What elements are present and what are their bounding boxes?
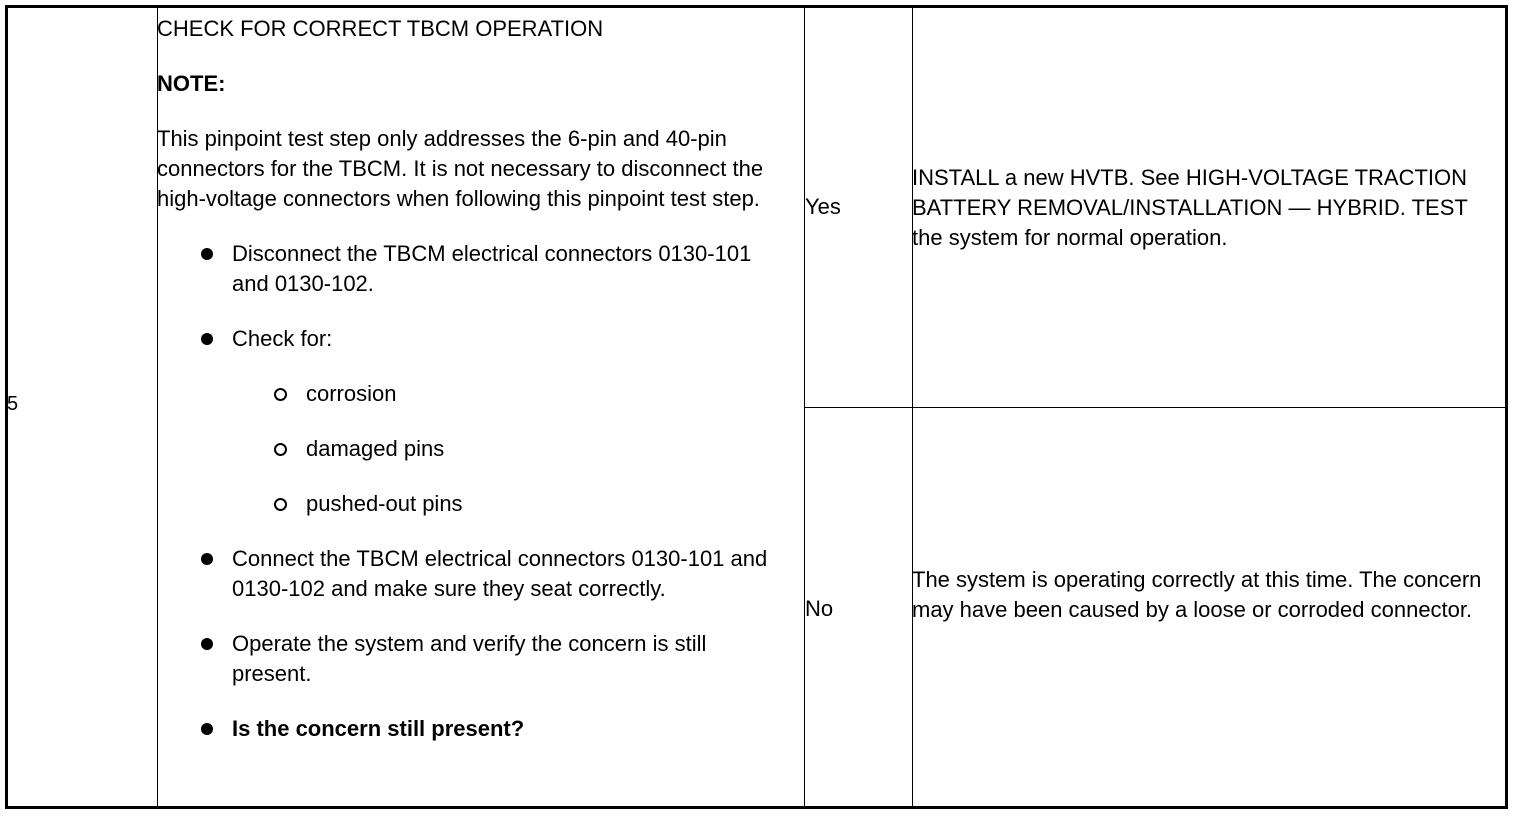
note-text: This pinpoint test step only addresses the 6-pin and 40-pin connectors for the TBCM. It is not necessary to disconnect the high-voltage connectors when following this pinpoint test step. — [157, 126, 764, 211]
hollow-bullet-icon — [274, 443, 287, 456]
note-label: NOTE: — [157, 71, 226, 96]
bullet-dot-icon — [201, 723, 213, 735]
check-item — [157, 379, 777, 409]
bullet-dot-icon — [201, 638, 213, 650]
check-item-text: corrosion — [306, 381, 397, 406]
hollow-bullet-icon — [274, 498, 287, 511]
bullet-text: Disconnect the TBCM electrical connectors 0130-101 and 0130-102. — [232, 241, 752, 296]
bullet-dot-icon — [201, 333, 213, 345]
yes-label: Yes — [805, 194, 841, 219]
bullet-text: Check for: — [232, 326, 333, 351]
row-divider-yes-no — [804, 407, 1505, 408]
bullet-item — [157, 629, 777, 689]
check-item — [157, 489, 777, 519]
hollow-bullet-icon — [274, 388, 287, 401]
yes-action: INSTALL a new HVTB. See HIGH-VOLTAGE TRACTION BATTERY REMOVAL/INSTALLATION — HYBRID. TEST the system for normal operation. — [912, 165, 1468, 250]
bullet-item-question — [157, 714, 777, 744]
bullet-item — [157, 544, 777, 604]
bullet-dot-icon — [201, 248, 213, 260]
bullet-item — [157, 239, 777, 299]
check-item-text: pushed-out pins — [306, 491, 463, 516]
no-label: No — [805, 596, 834, 621]
bullet-text: Operate the system and verify the concern is still present. — [232, 631, 707, 686]
procedure-cell — [157, 14, 777, 744]
procedure-heading: CHECK FOR CORRECT TBCM OPERATION — [157, 16, 604, 41]
step-number: 5 — [7, 393, 19, 415]
bullet-item — [157, 324, 777, 354]
check-item-text: damaged pins — [306, 436, 445, 461]
bullet-dot-icon — [201, 553, 213, 565]
concern-question: Is the concern still present? — [232, 716, 525, 741]
no-action: The system is operating correctly at this time. The concern may have been caused by a loose or corroded connector. — [912, 567, 1482, 622]
check-item — [157, 434, 777, 464]
bullet-text: Connect the TBCM electrical connectors 0130-101 and 0130-102 and make sure they seat correctly. — [232, 546, 768, 601]
